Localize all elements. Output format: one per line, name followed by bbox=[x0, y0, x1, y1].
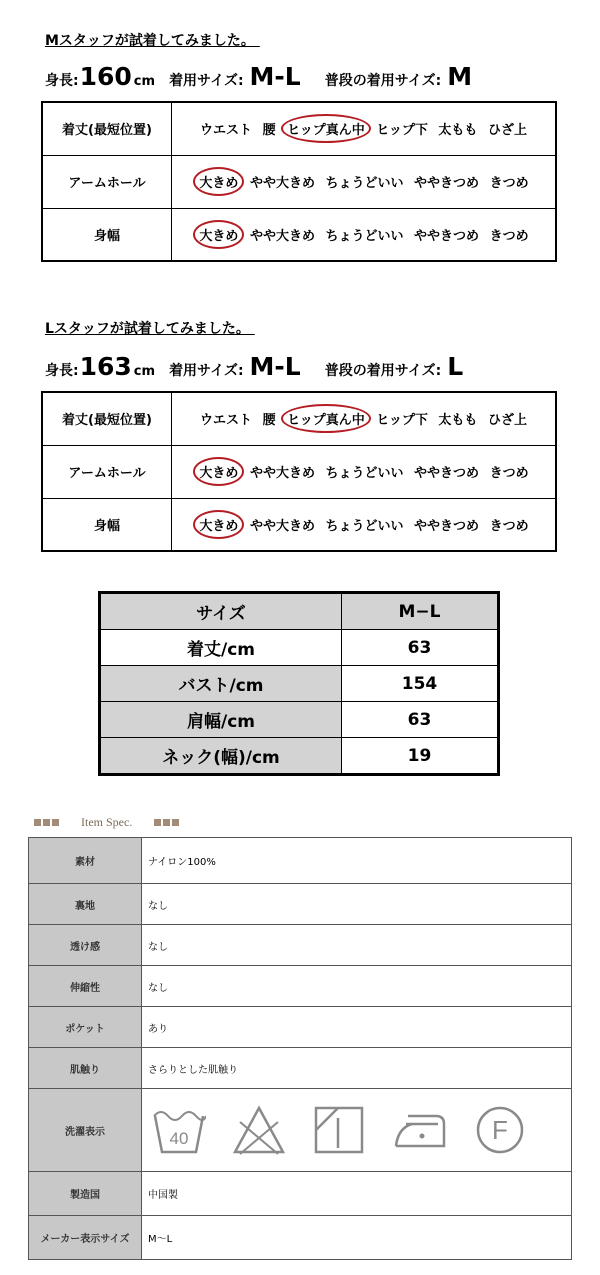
usual-size-label: 普段の着用サイズ: bbox=[324, 363, 442, 379]
fit-option: やや大きめ bbox=[249, 176, 315, 191]
fit-row-label: 身幅 bbox=[42, 208, 172, 261]
worn-size-label: 着用サイズ: bbox=[169, 73, 244, 89]
spec-value: ナイロン100% bbox=[142, 838, 572, 884]
square-icon bbox=[43, 819, 50, 826]
no-bleach-icon bbox=[232, 1104, 286, 1156]
fit-row-width bbox=[42, 208, 556, 261]
fit-option: ちょうどいい bbox=[325, 228, 404, 244]
size-row-value: 63 bbox=[342, 630, 499, 666]
fit-option: ややきつめ bbox=[414, 228, 480, 244]
square-icon bbox=[163, 819, 170, 826]
fit-option-selected: 大きめ bbox=[193, 220, 244, 249]
height-label: 身長: bbox=[45, 363, 79, 379]
size-row-label: バスト/cm bbox=[100, 666, 342, 702]
size-row bbox=[100, 666, 499, 702]
fit-options bbox=[172, 392, 557, 445]
iron-low-icon bbox=[392, 1104, 448, 1156]
size-row bbox=[100, 738, 499, 775]
trial2-fit-table bbox=[41, 391, 557, 552]
fit-option: やや大きめ bbox=[249, 466, 315, 481]
worn-size-value: M-L bbox=[249, 352, 301, 381]
spec-key: 透け感 bbox=[29, 925, 142, 966]
worn-size-label: 着用サイズ: bbox=[169, 363, 244, 379]
size-table-header bbox=[100, 593, 499, 630]
fit-option: ややきつめ bbox=[414, 466, 480, 481]
fit-row-label: 身幅 bbox=[42, 498, 172, 551]
fit-row-label: アームホール bbox=[42, 155, 172, 208]
square-icon bbox=[172, 819, 179, 826]
fit-option: ややきつめ bbox=[414, 518, 480, 534]
fit-option: 腰 bbox=[262, 123, 276, 139]
usual-size-label: 普段の着用サイズ: bbox=[324, 73, 442, 89]
spec-value: あり bbox=[142, 1007, 572, 1048]
spec-value: 中国製 bbox=[142, 1172, 572, 1216]
fit-options bbox=[172, 498, 557, 551]
height-value: 163 bbox=[79, 352, 132, 381]
care-icons bbox=[142, 1089, 572, 1172]
fit-option: ひざ上 bbox=[487, 413, 527, 429]
fit-option-selected: ヒップ真ん中 bbox=[281, 114, 371, 143]
usual-size-value: L bbox=[447, 352, 464, 381]
square-icon bbox=[34, 819, 41, 826]
height-unit: cm bbox=[133, 74, 156, 89]
spec-row bbox=[29, 925, 572, 966]
size-header-label: サイズ bbox=[100, 593, 342, 630]
fit-option: ややきつめ bbox=[414, 176, 480, 191]
spec-value: なし bbox=[142, 884, 572, 925]
fit-row-length bbox=[42, 102, 556, 155]
spec-key: 肌触り bbox=[29, 1048, 142, 1089]
size-row bbox=[100, 702, 499, 738]
spec-value: なし bbox=[142, 966, 572, 1007]
fit-option: 太もも bbox=[438, 413, 478, 429]
spec-row bbox=[29, 966, 572, 1007]
fit-option: ウエスト bbox=[200, 413, 253, 429]
fit-option: ひざ上 bbox=[487, 123, 527, 139]
fit-options bbox=[172, 102, 557, 155]
item-spec-title-bar bbox=[34, 815, 181, 830]
spec-key: 素材 bbox=[29, 838, 142, 884]
dry-clean-f-icon bbox=[474, 1104, 526, 1156]
trial1-heading: Mスタッフが試着してみました。 bbox=[45, 33, 260, 49]
fit-row-length bbox=[42, 392, 556, 445]
fit-option: ちょうどいい bbox=[325, 466, 404, 481]
fit-option: 太もも bbox=[438, 123, 478, 139]
trial1-fit-table bbox=[41, 101, 557, 262]
fit-option: ウエスト bbox=[200, 123, 253, 139]
spec-key: 伸縮性 bbox=[29, 966, 142, 1007]
fit-option: きつめ bbox=[489, 176, 529, 191]
spec-key: 洗濯表示 bbox=[29, 1089, 142, 1172]
spec-row bbox=[29, 1172, 572, 1216]
item-spec-title: Item Spec. bbox=[81, 815, 133, 829]
size-row-label: 肩幅/cm bbox=[100, 702, 342, 738]
fit-row-label: 着丈(最短位置) bbox=[42, 392, 172, 445]
size-row bbox=[100, 630, 499, 666]
spec-row bbox=[29, 1048, 572, 1089]
fit-option-selected: 大きめ bbox=[193, 167, 244, 196]
spec-key: ポケット bbox=[29, 1007, 142, 1048]
fit-option: やや大きめ bbox=[249, 518, 315, 534]
fit-row-label: アームホール bbox=[42, 445, 172, 498]
fit-option-selected: 大きめ bbox=[193, 510, 244, 539]
spec-key: 製造国 bbox=[29, 1172, 142, 1216]
size-row-label: 着丈/cm bbox=[100, 630, 342, 666]
wash-temperature: 40 bbox=[169, 1129, 189, 1148]
spec-key: メーカー表示サイズ bbox=[29, 1216, 142, 1260]
size-row-value: 63 bbox=[342, 702, 499, 738]
fit-option-selected: 大きめ bbox=[193, 457, 244, 486]
spec-row bbox=[29, 838, 572, 884]
spec-key: 裏地 bbox=[29, 884, 142, 925]
fit-options bbox=[172, 155, 557, 208]
size-row-value: 154 bbox=[342, 666, 499, 702]
fit-option: やや大きめ bbox=[249, 228, 315, 244]
height-value: 160 bbox=[79, 62, 132, 91]
height-label: 身長: bbox=[45, 73, 79, 89]
size-row-label: ネック(幅)/cm bbox=[100, 738, 342, 775]
fit-row-armhole bbox=[42, 445, 556, 498]
fit-row-width bbox=[42, 498, 556, 551]
spec-row bbox=[29, 1216, 572, 1260]
dry-clean-letter: F bbox=[492, 1115, 508, 1145]
square-icon bbox=[52, 819, 59, 826]
fit-option: ちょうどいい bbox=[325, 518, 404, 534]
height-unit: cm bbox=[133, 364, 156, 379]
wash-40-icon bbox=[152, 1104, 206, 1156]
spec-row bbox=[29, 884, 572, 925]
fit-option: きつめ bbox=[489, 228, 529, 244]
size-header-value: M−L bbox=[342, 593, 499, 630]
size-table bbox=[98, 591, 500, 776]
worn-size-value: M-L bbox=[249, 62, 301, 91]
trial2-size-line bbox=[45, 352, 487, 381]
spec-row-care bbox=[29, 1089, 572, 1172]
drip-dry-icon bbox=[312, 1104, 366, 1156]
square-icon bbox=[154, 819, 161, 826]
trial2-heading: Lスタッフが試着してみました。 bbox=[45, 321, 255, 337]
spec-value: なし bbox=[142, 925, 572, 966]
fit-option: きつめ bbox=[489, 518, 529, 534]
fit-options bbox=[172, 445, 557, 498]
fit-option: きつめ bbox=[489, 466, 529, 481]
fit-options bbox=[172, 208, 557, 261]
trial1-size-line bbox=[45, 62, 496, 91]
fit-row-armhole bbox=[42, 155, 556, 208]
fit-option: 腰 bbox=[262, 413, 276, 429]
spec-value: M〜L bbox=[142, 1216, 572, 1260]
size-row-value: 19 bbox=[342, 738, 499, 775]
usual-size-value: M bbox=[447, 62, 473, 91]
fit-option: ちょうどいい bbox=[325, 176, 404, 191]
spec-row bbox=[29, 1007, 572, 1048]
item-spec-table bbox=[28, 837, 572, 1260]
fit-option: ヒップ下 bbox=[376, 413, 428, 429]
spec-value: さらりとした肌触り bbox=[142, 1048, 572, 1089]
fit-option: ヒップ下 bbox=[376, 123, 428, 139]
fit-row-label: 着丈(最短位置) bbox=[42, 102, 172, 155]
fit-option-selected: ヒップ真ん中 bbox=[281, 404, 371, 433]
